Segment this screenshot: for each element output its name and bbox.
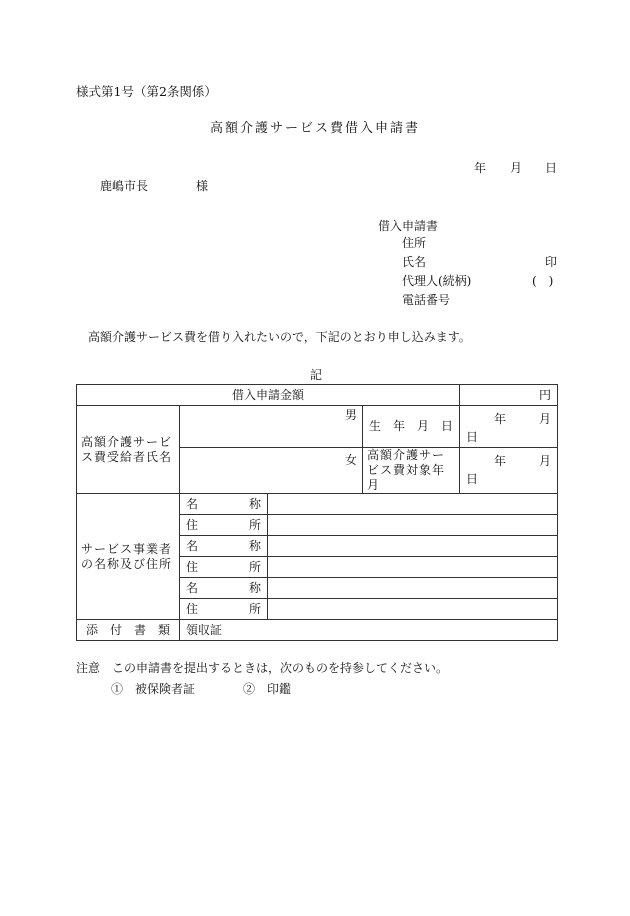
provider-field-label: 名 称: [180, 536, 268, 557]
provider-field-value[interactable]: [268, 494, 558, 515]
provider-field-label: 住 所: [180, 515, 268, 536]
male-label: 男: [344, 408, 357, 422]
provider-row: [77, 494, 558, 515]
provider-label: サービス事業者の名称及び住所: [77, 494, 180, 620]
female-label: 女: [344, 453, 357, 467]
provider-field-value[interactable]: [268, 536, 558, 557]
date-month-label: 月: [510, 161, 523, 175]
provider-field-value[interactable]: [268, 578, 558, 599]
date-day-label: 日: [545, 161, 558, 175]
application-table: [76, 384, 558, 641]
recipient-name-field-female[interactable]: [180, 448, 363, 494]
addressee-name: 鹿嶋市長: [100, 179, 149, 193]
note-item-insurance-card: ① 被保険者証: [111, 682, 196, 696]
attachment-label: 添 付 書 類: [77, 620, 180, 641]
birth-date-label: 生 年 月 日: [363, 406, 460, 448]
birth-year: 年: [494, 412, 507, 426]
agent-relationship-paren: ( ): [532, 274, 554, 288]
birth-date-field[interactable]: [460, 406, 558, 448]
provider-field-value[interactable]: [268, 515, 558, 536]
note-line: 注意 この申請書を提出するときは，次のものを持参してください。: [76, 661, 449, 675]
birth-day: 日: [466, 430, 479, 444]
amount-label: 借入申請金額: [77, 385, 460, 406]
addressee-honorific: 様: [196, 179, 209, 193]
target-day: 日: [466, 472, 479, 486]
date-year-label: 年: [474, 161, 487, 175]
form-number: 様式第1号（第2条関係）: [76, 84, 217, 99]
phone-label: 電話番号: [402, 293, 451, 307]
recipient-label: 高額介護サービス費受給者氏名: [77, 406, 180, 494]
target-month: 月: [539, 454, 552, 468]
recipient-row-birth: [77, 406, 558, 448]
agent-label: 代理人(続柄): [402, 274, 472, 288]
attachment-row: [77, 620, 558, 641]
provider-field-value[interactable]: [268, 599, 558, 620]
amount-row: [77, 385, 558, 406]
body-text: 高額介護サービス費を借り入れたいので，下記のとおり申し込みます。: [88, 330, 471, 344]
applicant-name-label: 氏名: [402, 255, 427, 269]
target-year: 年: [494, 454, 507, 468]
provider-field-label: 名 称: [180, 494, 268, 515]
applicant-address-label: 住所: [402, 236, 427, 250]
note-item-seal: ② 印鑑: [243, 682, 292, 696]
birth-month: 月: [539, 412, 552, 426]
applicant-heading: 借入申請書: [378, 219, 439, 233]
provider-field-label: 住 所: [180, 599, 268, 620]
provider-field-label: 名 称: [180, 578, 268, 599]
page-title: 高額介護サービス費借入申請書: [209, 121, 420, 136]
provider-field-label: 住 所: [180, 557, 268, 578]
seal-mark: 印: [545, 255, 558, 269]
target-month-field[interactable]: [460, 448, 558, 494]
provider-field-value[interactable]: [268, 557, 558, 578]
target-month-label: 高額介護サービス費対象年月: [363, 448, 460, 494]
amount-yen: 円: [460, 385, 558, 406]
attachment-value: 領収証: [180, 620, 558, 641]
ki-mark: 記: [310, 368, 323, 382]
recipient-name-field-male[interactable]: [180, 406, 363, 448]
